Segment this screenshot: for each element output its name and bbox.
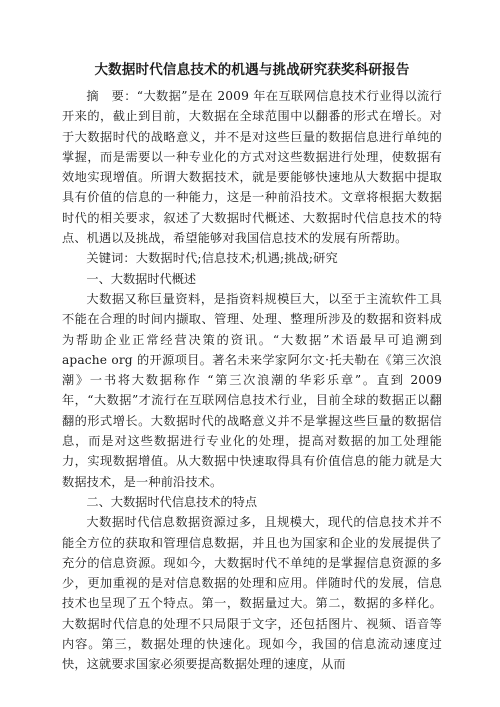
abstract-label: 摘 要： — [86, 89, 137, 103]
section-1-paragraph: 大数据又称巨量资料，是指资料规模巨大，以至于主流软件工具不能在合理的时间内撷取、管理、处理、整理所涉及的数据和资料成为帮助企业正常经营决策的资讯。“大数据”术语最早可追溯到 apache org 的开源项目。著名未来学家阿尔文·托夫勒在《第三次浪潮》一书将大数据称作 “第三次浪潮的华彩乐章”。直到 2009 年，“大数据”才流行在互联网信息技术行业，目前全球的数据正以翻翻的形式增长。大数据时代的战略意义并不是掌握这些巨量的数据信息，而是对这些数据进行专业化的处理，提高对数据的加工处理能力，实现数据增值。从大数据中快速取得具有价值信息的能力就是大数据技术，是一种前沿技术。 — [62, 291, 442, 489]
keywords-paragraph — [62, 248, 442, 268]
section-2-heading: 二、大数据时代信息技术的特点 — [86, 494, 258, 509]
abstract-paragraph — [62, 86, 442, 248]
keywords-text: 大数据时代;信息技术;机遇;挑战;研究 — [135, 251, 338, 266]
section-1-heading: 一、大数据时代概述 — [86, 271, 197, 286]
section-2-paragraph: 大数据时代信息数据资源过多，且规模大，现代的信息技术并不能全方位的获取和管理信息数据，并且也为国家和企业的发展提供了充分的信息资源。现如今，大数据时代不单纯的是掌握信息资源的多少，更加重视的是对信息数据的处理和应用。伴随时代的发展，信息技术也呈现了五个特点。第一，数据量过大。第二，数据的多样化。大数据时代信息的处理不只局限于文字，还包括图片、视频、语音等内容。第三，数据处理的快速化。现如今，我国的信息流动速度过快，这就要求国家必须要提高数据处理的速度，从而 — [62, 515, 442, 672]
abstract-text: “大数据”是在 2009 年在互联网信息技术行业得以流行开来的，截止到目前，大数据在全球范围中以翻番的形式在增长。对于大数据时代的战略意义，并不是对这些巨量的数据信息进行单纯的掌握，而是需要以一种专业化的方式对这些数据进行处理，使数据有效地实现增值。所谓大数据技术，就是要能够快速地从大数据中提取具有价值的信息的一种能力，这是一种前沿技术。文章将根据大数据时代的相关要求，叙述了大数据时代概述、大数据时代信息技术的特点、机遇以及挑战，希望能够对我国信息技术的发展有所帮助。 — [62, 89, 442, 246]
document-title: 大数据时代信息技术的机遇与挑战研究获奖科研报告 — [94, 62, 410, 78]
keywords-label: 关键词： — [86, 251, 136, 266]
